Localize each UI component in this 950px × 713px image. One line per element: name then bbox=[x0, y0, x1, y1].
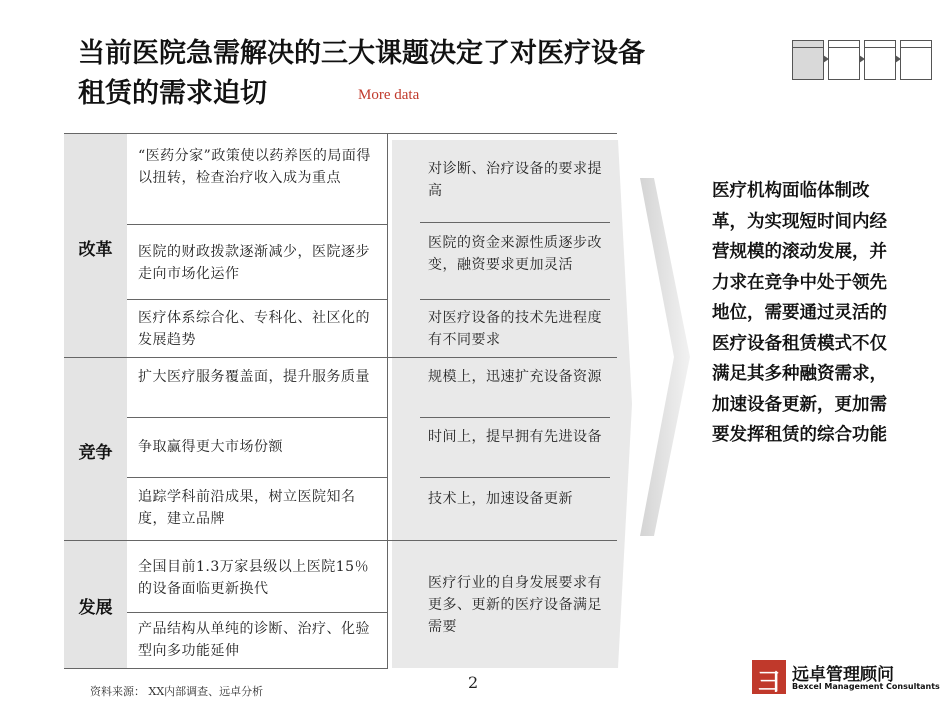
row-divider bbox=[420, 477, 610, 478]
process-step-2 bbox=[828, 40, 860, 80]
title-line-2: 租赁的需求迫切 bbox=[78, 78, 267, 109]
left-item-3: 医疗体系综合化、专科化、社区化的发展趋势 bbox=[138, 310, 370, 348]
table-bottom-border bbox=[64, 668, 388, 669]
row-divider bbox=[127, 477, 388, 478]
logo-mark-icon: 彐 bbox=[752, 660, 786, 694]
company-logo bbox=[752, 660, 940, 696]
table-top-border bbox=[64, 133, 617, 134]
left-item-4: 扩大医疗服务覆盖面，提升服务质量 bbox=[138, 369, 370, 385]
table-divider-reform bbox=[64, 357, 617, 358]
table-column-line bbox=[387, 133, 388, 668]
row-divider bbox=[420, 417, 610, 418]
row-divider bbox=[420, 299, 610, 300]
right-item-3: 对医疗设备的技术先进程度有不同要求 bbox=[428, 310, 602, 348]
right-item-5: 时间上，提早拥有先进设备 bbox=[428, 429, 602, 445]
title-line-1: 当前医院急需解决的三大课题决定了对医疗设备 bbox=[78, 38, 645, 69]
row-divider bbox=[127, 612, 388, 613]
source-note: 资料来源： XX内部调查、远卓分析 bbox=[90, 685, 264, 698]
logo-english-name: Bexcel Management Consultants bbox=[792, 682, 940, 691]
process-navigator-icon bbox=[792, 40, 930, 80]
right-item-7: 医疗行业的自身发展要求有更多、更新的医疗设备满足需要 bbox=[428, 575, 602, 635]
conclusion-text: 医疗机构面临体制改革，为实现短时间内经营规模的滚动发展，并力求在竞争中处于领先地位，需要通过灵活的医疗设备租赁模式不仅满足其多种融资需求，加速设备更新，更加需要发挥租赁的综合功能 bbox=[712, 181, 887, 445]
table-divider-competition bbox=[64, 540, 617, 541]
process-step-3 bbox=[864, 40, 896, 80]
left-item-7: 全国目前1.3万家县级以上医院15％的设备面临更新换代 bbox=[138, 559, 370, 597]
category-label-competition: 竞争 bbox=[78, 443, 113, 463]
row-divider bbox=[127, 224, 388, 225]
right-item-4: 规模上，迅速扩充设备资源 bbox=[428, 369, 602, 385]
row-divider bbox=[420, 222, 610, 223]
right-item-1: 对诊断、治疗设备的要求提高 bbox=[428, 161, 602, 199]
page-number: 2 bbox=[468, 673, 479, 692]
right-item-6: 技术上，加速设备更新 bbox=[428, 491, 573, 507]
left-item-1: “医药分家”政策使以药养医的局面得以扭转，检查治疗收入成为重点 bbox=[138, 148, 371, 186]
row-divider bbox=[127, 417, 388, 418]
left-item-8: 产品结构从单纯的诊断、治疗、化验型向多功能延伸 bbox=[138, 621, 370, 659]
logo-name: 远卓管理顾问 bbox=[792, 665, 894, 685]
chevron-right-icon bbox=[640, 178, 690, 536]
right-item-2: 医院的资金来源性质逐步改变，融资要求更加灵活 bbox=[428, 235, 602, 273]
category-label-development: 发展 bbox=[78, 598, 113, 618]
process-step-4 bbox=[900, 40, 932, 80]
process-step-1 bbox=[792, 40, 824, 80]
category-label-reform: 改革 bbox=[78, 240, 113, 260]
left-item-5: 争取赢得更大市场份额 bbox=[138, 439, 283, 455]
row-divider bbox=[127, 299, 388, 300]
left-item-2: 医院的财政拨款逐渐减少，医院逐步走向市场化运作 bbox=[138, 244, 370, 282]
more-data-link[interactable]: More data bbox=[358, 87, 420, 103]
left-item-6: 追踪学科前沿成果，树立医院知名度，建立品牌 bbox=[138, 489, 356, 527]
page-title bbox=[78, 34, 778, 114]
